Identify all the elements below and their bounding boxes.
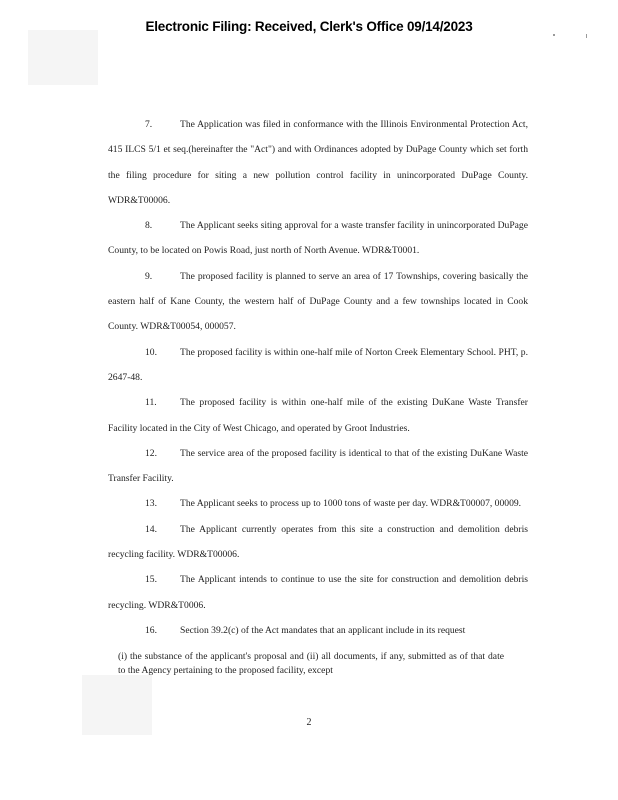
paragraph-7 — [108, 112, 528, 213]
paragraph-text: The proposed facility is within one-half mile of the existing DuKane Waste Transfer Facility located in the City of West Chicago, and operated by Groot Industries. — [108, 397, 528, 434]
paragraph-text: The Applicant intends to continue to use the site for construction and demolition debris recycling. WDR&T0006. — [108, 574, 528, 611]
paragraph-text: The Applicant seeks siting approval for a waste transfer facility in unincorporated DuPage County, to be located on Powis Road, just north of North Avenue. WDR&T0001. — [108, 220, 528, 257]
paragraph-text: The Applicant currently operates from this site a construction and demolition debris recycling facility. WDR&T00006. — [108, 523, 528, 561]
paragraph-number: 8. — [145, 220, 153, 232]
page-number: 2 — [306, 717, 312, 728]
paragraph-number: 10. — [145, 346, 157, 358]
paragraph-8 — [108, 213, 528, 264]
paragraph-11 — [108, 390, 528, 441]
paragraph-number: 12. — [145, 447, 157, 459]
paragraph-text: The service area of the proposed facility is identical to that of the existing DuKane Waste Transfer Facility. — [108, 447, 528, 485]
electronic-filing-stamp: Electronic Filing: Received, Clerk's Office 09/14/2023 — [145, 19, 473, 34]
scan-smudge — [28, 30, 98, 85]
paragraph-text: The proposed facility is within one-half mile of Norton Creek Elementary School. PHT, p. 2647-48. — [108, 346, 528, 383]
document-body — [108, 112, 528, 678]
paragraph-10 — [108, 340, 528, 391]
paragraph-number: 13. — [145, 498, 157, 510]
scan-speck — [553, 34, 555, 36]
paragraph-number: 11. — [145, 397, 157, 409]
paragraph-text: The Applicant seeks to process up to 1000 tons of waste per day. WDR&T00007, 00009. — [180, 498, 522, 510]
paragraph-number: 16. — [145, 624, 157, 636]
paragraph-number: 9. — [145, 270, 153, 282]
paragraph-text: Section 39.2(c) of the Act mandates that an applicant include in its request — [180, 624, 466, 636]
paragraph-text: The proposed facility is planned to serve an area of 17 Townships, covering basically the eastern half of Kane County, the western half of DuPage County and a few townships located in Cook County. WDR&T00054, 000057. — [108, 270, 528, 333]
paragraph-number: 15. — [145, 574, 157, 586]
paragraph-9 — [108, 264, 528, 340]
paragraph-13 — [108, 491, 528, 516]
paragraph-text: The Application was filed in conformance with the Illinois Environmental Protection Act, 415 ILCS 5/1 et seq.(hereinafter the "Act") and with Ordinances adopted by DuPage County which set forth the filing procedure for siting a new pollution control facility in unincorporated DuPage County. WDR&T00006. — [108, 119, 528, 206]
paragraph-16 — [108, 618, 528, 643]
paragraph-number: 14. — [145, 523, 157, 535]
block-quote: (i) the substance of the applicant's proposal and (ii) all documents, if any, submitted as of that date to the Agency pertaining to the proposed facility, except — [118, 651, 504, 677]
scan-speck — [586, 34, 587, 38]
paragraph-15 — [108, 567, 528, 618]
paragraph-14 — [108, 517, 528, 568]
paragraph-number: 7. — [145, 119, 153, 130]
paragraph-12 — [108, 441, 528, 492]
